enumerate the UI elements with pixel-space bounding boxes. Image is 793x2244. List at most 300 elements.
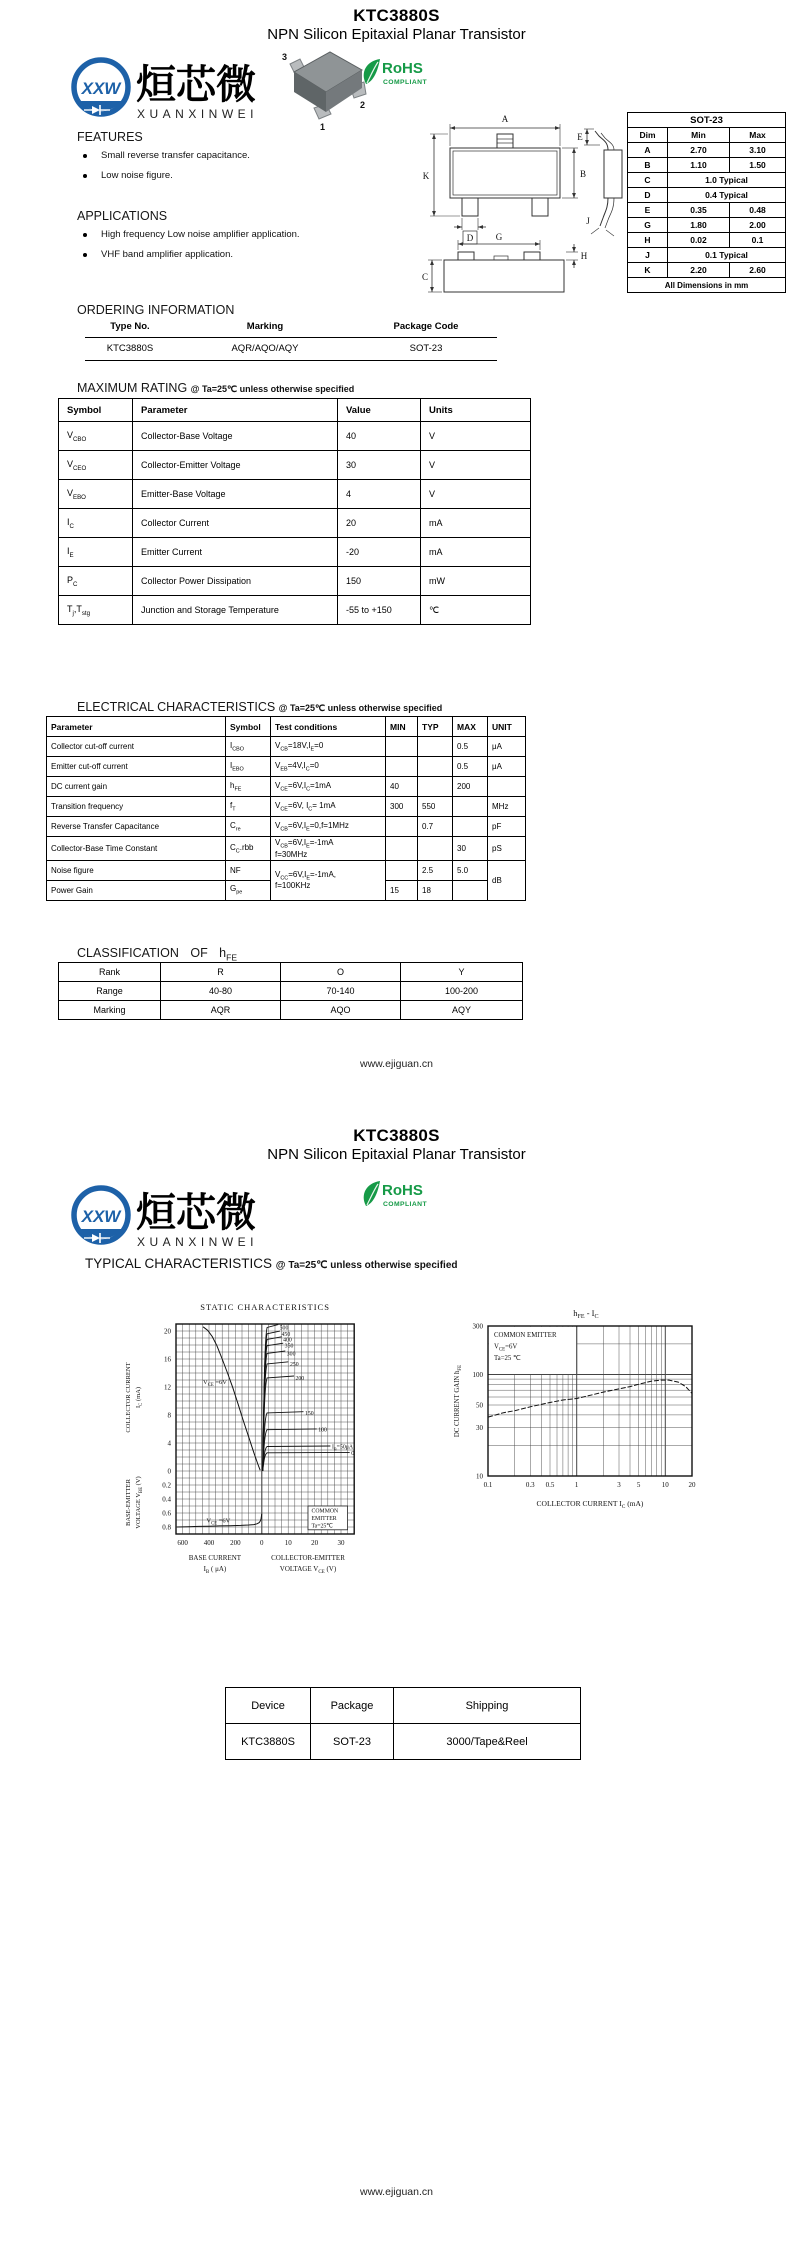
table-cell: D xyxy=(628,188,668,203)
table-cell: H xyxy=(628,233,668,248)
output-curve xyxy=(263,1376,294,1471)
table-cell: Collector Current xyxy=(133,509,338,538)
table-cell: Max xyxy=(730,128,786,143)
table-cell: SOT-23 xyxy=(628,113,786,128)
table-cell: G xyxy=(628,218,668,233)
electrical-table xyxy=(46,716,526,901)
brand-name-cn: 烜芯微 xyxy=(136,63,256,107)
sot23-dimension-table xyxy=(627,112,786,293)
dim-label-K: K xyxy=(422,171,430,181)
rohs-logo xyxy=(358,1178,430,1216)
table-cell: 0.1 Typical xyxy=(668,248,786,263)
curve-label: 100 xyxy=(318,1427,327,1434)
rohs-text: RoHS xyxy=(382,60,423,77)
table-cell: MIN xyxy=(386,717,418,737)
page-footer: www.ejiguan.cn xyxy=(360,1058,433,1070)
table-cell: MAX xyxy=(453,717,488,737)
curve-label: 350 xyxy=(284,1343,294,1350)
table-cell: Type No. xyxy=(85,316,175,337)
table-cell: All Dimensions in mm xyxy=(628,278,786,293)
application-text: High frequency Low noise amplifier application. xyxy=(101,229,300,240)
table-cell: 0.02 xyxy=(668,233,730,248)
curve-label: 500 xyxy=(279,1325,289,1332)
chart-title: $h_{FE} - I_C$ xyxy=(573,1308,599,1320)
dim-label-J: J xyxy=(586,216,590,226)
table-cell: $V_{CEO}$ xyxy=(59,451,133,480)
table-cell: KTC3880S xyxy=(226,1724,311,1760)
table-row xyxy=(47,860,526,880)
table-row xyxy=(628,248,786,263)
rohs-compliant-text: COMPLIANT xyxy=(383,79,427,86)
curve-label: 400 xyxy=(283,1337,292,1344)
table-cell xyxy=(418,757,453,777)
table-cell: 1.10 xyxy=(668,158,730,173)
table-cell: J xyxy=(628,248,668,263)
rohs-text: RoHS xyxy=(382,1182,423,1199)
table-cell: AQR/AQO/AQY xyxy=(175,337,355,360)
table-row xyxy=(47,737,526,757)
x-tick: 3 xyxy=(617,1481,621,1489)
pin-2-label: 2 xyxy=(360,100,366,110)
table-cell: Parameter xyxy=(133,399,338,422)
table-cell: 0.1 xyxy=(730,233,786,248)
electrical-heading: ELECTRICAL CHARACTERISTICS @ Ta=25℃ unless otherwise specified xyxy=(77,700,443,714)
curve-label: 200 xyxy=(295,1375,305,1382)
rohs-compliant-text: COMPLIANT xyxy=(383,1201,427,1208)
table-cell: 550 xyxy=(418,797,453,817)
y-axis-label: DC CURRENT GAIN $h_{FE}$ xyxy=(454,1364,463,1438)
table-cell: KTC3880S xyxy=(85,337,175,360)
table-cell: pF xyxy=(488,817,526,837)
x-tick: 5 xyxy=(636,1481,641,1489)
table-row xyxy=(628,113,786,128)
table-cell: dB xyxy=(488,860,526,900)
table-cell: $C_C.rbb$ xyxy=(226,837,271,861)
table-cell: 0.7 xyxy=(418,817,453,837)
dim-label-D: D xyxy=(466,233,474,243)
table-cell: 18 xyxy=(418,880,453,900)
table-cell: Rank xyxy=(59,963,161,982)
x-tick: 200 xyxy=(230,1539,241,1547)
table-row xyxy=(628,278,786,293)
body-side-view xyxy=(604,150,622,198)
sot23-package-photo xyxy=(276,34,368,132)
table-cell: Reverse Transfer Capacitance xyxy=(47,817,226,837)
table-cell: $I_{CBO}$ xyxy=(226,737,271,757)
body-front-view xyxy=(450,148,560,198)
table-cell: E xyxy=(628,203,668,218)
x-tick: 20 xyxy=(311,1539,319,1547)
table-cell: Transition frequency xyxy=(47,797,226,817)
y-tick: 12 xyxy=(164,1383,171,1392)
table-cell: $I_E$ xyxy=(59,538,133,567)
legend-text: EMITTER xyxy=(311,1516,337,1522)
table-cell: V xyxy=(421,480,531,509)
plot-area xyxy=(488,1326,692,1476)
table-cell: K xyxy=(628,263,668,278)
table-cell: Collector Power Dissipation xyxy=(133,567,338,596)
table-row xyxy=(628,218,786,233)
table-cell: 40-80 xyxy=(161,982,281,1001)
y-tick: 0.2 xyxy=(162,1481,171,1490)
brand-name-en: XUANXINWEI xyxy=(137,1235,259,1249)
table-cell: SOT-23 xyxy=(355,337,497,360)
page-subtitle: NPN Silicon Epitaxial Planar Transistor xyxy=(267,1146,526,1163)
y-axis-label: $I_C$ (mA) xyxy=(135,1386,144,1409)
table-cell: NF xyxy=(226,860,271,880)
y-axis-label: VOLTAGE $V_{BE}$ (V) xyxy=(135,1476,144,1529)
shipping-table-grid xyxy=(225,1687,581,1760)
table-row xyxy=(628,203,786,218)
body-bottom-view xyxy=(444,260,564,292)
feature-item xyxy=(80,170,410,181)
table-cell xyxy=(488,777,526,797)
x-axis-label: $I_B$ ( μA) xyxy=(203,1565,227,1575)
table-cell: ℃ xyxy=(421,596,531,625)
table-cell xyxy=(386,817,418,837)
x-tick: 10 xyxy=(284,1539,292,1547)
table-cell: Emitter Current xyxy=(133,538,338,567)
annotation: $V_{CE} =6V$ xyxy=(203,1379,228,1388)
table-cell: $V_{CE}=6V$, $I_C= 1mA$ xyxy=(271,797,386,817)
output-curve xyxy=(263,1412,304,1471)
top-lead xyxy=(497,134,513,148)
table-cell xyxy=(453,817,488,837)
table-cell: 30 xyxy=(338,451,421,480)
table-cell: 2.60 xyxy=(730,263,786,278)
y-tick: 0 xyxy=(167,1467,171,1476)
table-cell: Package xyxy=(311,1688,394,1724)
bottom-lead-left xyxy=(462,198,478,216)
table-cell: 4 xyxy=(338,480,421,509)
typical-characteristics-heading: TYPICAL CHARACTERISTICS @ Ta=25℃ unless otherwise specified xyxy=(85,1256,458,1271)
table-cell: 1.80 xyxy=(668,218,730,233)
table-cell: 20 xyxy=(338,509,421,538)
y-tick: 100 xyxy=(472,1370,483,1379)
application-text: VHF band amplifier application. xyxy=(101,249,234,260)
table-cell: 150 xyxy=(338,567,421,596)
classification-table-grid xyxy=(58,962,523,1020)
output-curve xyxy=(263,1446,331,1471)
table-cell xyxy=(386,837,418,861)
table-cell: 2.20 xyxy=(668,263,730,278)
x-tick: 400 xyxy=(203,1539,215,1547)
curve-label: $I_B=50\mu A$ xyxy=(331,1444,354,1452)
table-cell: A xyxy=(628,143,668,158)
table-row xyxy=(59,1001,523,1020)
table-cell: 15 xyxy=(386,880,418,900)
classification-table xyxy=(58,962,523,1020)
table-cell: $V_{CBO}$ xyxy=(59,422,133,451)
table-row xyxy=(85,337,497,360)
table-cell: $G_{pe}$ xyxy=(226,880,271,900)
y-axis-label: BASE-EMITTER xyxy=(125,1479,132,1526)
dim-label-H: H xyxy=(580,251,588,261)
table-cell: -55 to +150 xyxy=(338,596,421,625)
table-cell: $V_{CC}=6V,I_E=-1mA$, f=100KHz xyxy=(271,860,386,900)
table-cell: SOT-23 xyxy=(311,1724,394,1760)
table-cell: 2.00 xyxy=(730,218,786,233)
max-rating-table xyxy=(58,398,531,625)
page-title: KTC3880S xyxy=(353,6,440,25)
table-cell: 3000/Tape&Reel xyxy=(394,1724,581,1760)
table-cell: $I_C$ xyxy=(59,509,133,538)
output-curve xyxy=(263,1452,350,1471)
table-cell: R xyxy=(161,963,281,982)
table-row xyxy=(59,596,531,625)
table-row xyxy=(628,263,786,278)
table-cell xyxy=(418,837,453,861)
table-cell xyxy=(453,880,488,900)
plot-area xyxy=(176,1324,354,1534)
y-tick: 0.4 xyxy=(162,1495,171,1504)
x-tick: 20 xyxy=(688,1481,696,1489)
dim-label-C: C xyxy=(421,272,429,282)
electrical-table-grid xyxy=(46,716,526,901)
table-cell: 0.48 xyxy=(730,203,786,218)
curve-label: 300 xyxy=(286,1351,296,1358)
ordering-table xyxy=(85,316,497,361)
transfer-curve xyxy=(203,1327,260,1471)
y-tick: 8 xyxy=(167,1411,171,1420)
application-item xyxy=(80,229,420,240)
table-cell: AQR xyxy=(161,1001,281,1020)
page-title: KTC3880S xyxy=(353,1126,440,1145)
brand-name-en: XUANXINWEI xyxy=(137,107,259,121)
bullet-icon xyxy=(83,174,87,178)
legend-text: COMMON xyxy=(311,1508,339,1515)
max-rating-table-grid xyxy=(58,398,531,625)
y-axis-label: COLLECTOR CURRENT xyxy=(125,1362,132,1433)
table-row xyxy=(47,817,526,837)
electrical-condition: @ Ta=25℃ unless otherwise specified xyxy=(278,703,443,713)
table-cell: 70-140 xyxy=(281,982,401,1001)
table-cell: $I_{EBO}$ xyxy=(226,757,271,777)
table-cell: Range xyxy=(59,982,161,1001)
table-cell: Collector-Emitter Voltage xyxy=(133,451,338,480)
table-row xyxy=(59,567,531,596)
table-cell: $V_{CE}=6V,I_C=1mA$ xyxy=(271,777,386,797)
table-cell: 40 xyxy=(338,422,421,451)
table-cell xyxy=(453,797,488,817)
typical-condition: @ Ta=25℃ unless otherwise specified xyxy=(275,1260,458,1271)
table-cell: 40 xyxy=(386,777,418,797)
logo-monogram: XXW xyxy=(81,1207,121,1226)
table-cell: Parameter xyxy=(47,717,226,737)
table-cell: μA xyxy=(488,737,526,757)
table-row xyxy=(628,143,786,158)
y-tick: 0.6 xyxy=(162,1509,171,1518)
table-cell: MHz xyxy=(488,797,526,817)
x-axis-label: COLLECTOR CURRENT $I_C$ (mA) xyxy=(536,1499,644,1510)
table-row xyxy=(85,316,497,337)
table-row xyxy=(226,1688,581,1724)
table-cell: Collector cut-off current xyxy=(47,737,226,757)
x-tick: 30 xyxy=(337,1539,345,1547)
curve-label: 150 xyxy=(305,1410,314,1417)
table-cell: 1.0 Typical xyxy=(668,173,786,188)
bullet-icon xyxy=(83,253,87,257)
x-axis-label: BASE CURRENT xyxy=(188,1554,242,1562)
table-cell: Package Code xyxy=(355,316,497,337)
curve-label: 0 xyxy=(351,1450,355,1457)
table-cell xyxy=(386,737,418,757)
table-cell xyxy=(418,737,453,757)
y-tick: 4 xyxy=(167,1439,171,1448)
x-tick: 0.3 xyxy=(525,1481,535,1489)
feature-text: Small reverse transfer capacitance. xyxy=(101,150,250,161)
table-cell: C xyxy=(628,173,668,188)
table-cell: AQO xyxy=(281,1001,401,1020)
table-cell: 2.5 xyxy=(418,860,453,880)
legend-text: Ta=25 ℃ xyxy=(494,1355,521,1362)
bottom-lead-right xyxy=(532,198,548,216)
table-row xyxy=(47,837,526,861)
bullet-icon xyxy=(83,154,87,158)
x-tick: 10 xyxy=(661,1481,669,1489)
page-subtitle: NPN Silicon Epitaxial Planar Transistor xyxy=(267,26,526,43)
table-cell xyxy=(386,860,418,880)
legend-text: Ta=25℃ xyxy=(311,1523,333,1530)
table-row xyxy=(47,717,526,737)
table-cell: 0.35 xyxy=(668,203,730,218)
table-cell: Symbol xyxy=(226,717,271,737)
table-row xyxy=(628,158,786,173)
max-rating-heading: MAXIMUM RATING @ Ta=25℃ unless otherwise specified xyxy=(77,381,355,395)
y-tick: 30 xyxy=(476,1424,483,1433)
table-cell: Junction and Storage Temperature xyxy=(133,596,338,625)
table-cell: Noise figure xyxy=(47,860,226,880)
table-cell: V xyxy=(421,451,531,480)
x-tick: 600 xyxy=(177,1539,188,1547)
table-cell: V xyxy=(421,422,531,451)
y-tick: 50 xyxy=(476,1401,483,1410)
table-cell xyxy=(386,757,418,777)
bullet-icon xyxy=(83,233,87,237)
x-tick: 0.5 xyxy=(545,1481,555,1489)
table-row xyxy=(628,128,786,143)
pin-1-label: 1 xyxy=(320,122,326,132)
table-row xyxy=(628,188,786,203)
curve-label: 250 xyxy=(289,1361,299,1368)
table-cell: 100-200 xyxy=(401,982,523,1001)
feature-text: Low noise figure. xyxy=(101,170,173,181)
pin-3-label: 3 xyxy=(282,52,288,62)
legend-text: $V_{CE}=6V$ xyxy=(494,1343,518,1353)
y-tick: 20 xyxy=(164,1327,171,1336)
table-cell: Value xyxy=(338,399,421,422)
table-cell: Collector-Base Voltage xyxy=(133,422,338,451)
table-cell: O xyxy=(281,963,401,982)
table-cell: $h_{FE}$ xyxy=(226,777,271,797)
table-cell: AQY xyxy=(401,1001,523,1020)
table-cell: Test conditions xyxy=(271,717,386,737)
table-cell: μA xyxy=(488,757,526,777)
table-row xyxy=(59,982,523,1001)
table-cell: $V_{CB}=6V,I_E=0,f=1MHz$ xyxy=(271,817,386,837)
table-cell: mA xyxy=(421,538,531,567)
table-cell: Min xyxy=(668,128,730,143)
table-row xyxy=(47,777,526,797)
table-row xyxy=(59,538,531,567)
x-axis-label: VOLTAGE $V_{CE}$ (V) xyxy=(279,1565,337,1575)
table-cell: 0.5 xyxy=(453,737,488,757)
table-cell: Device xyxy=(226,1688,311,1724)
table-cell: Marking xyxy=(59,1001,161,1020)
table-cell: Collector-Base Time Constant xyxy=(47,837,226,861)
table-cell: $V_{EB}=4V,I_C=0$ xyxy=(271,757,386,777)
table-cell: 0.4 Typical xyxy=(668,188,786,203)
table-cell: $C_{re}$ xyxy=(226,817,271,837)
table-row xyxy=(59,963,523,982)
table-cell: $T_j,T_{stg}$ xyxy=(59,596,133,625)
table-cell: mA xyxy=(421,509,531,538)
table-cell: Y xyxy=(401,963,523,982)
table-cell: $P_C$ xyxy=(59,567,133,596)
max-rating-condition: @ Ta=25℃ unless otherwise specified xyxy=(190,384,355,394)
x-axis-label: COLLECTOR-EMITTER xyxy=(271,1554,345,1562)
table-cell: $f_T$ xyxy=(226,797,271,817)
table-cell: $V_{EBO}$ xyxy=(59,480,133,509)
table-row xyxy=(47,757,526,777)
ordering-heading: ORDERING INFORMATION xyxy=(77,303,235,317)
table-cell: Emitter-Base Voltage xyxy=(133,480,338,509)
table-row xyxy=(59,451,531,480)
table-row xyxy=(59,480,531,509)
legend-text: COMMON EMITTER xyxy=(494,1332,557,1339)
shipping-table xyxy=(225,1687,581,1760)
annotation: $V_{CE} =6V$ xyxy=(206,1517,231,1527)
applications-heading: APPLICATIONS xyxy=(77,209,168,223)
logo-monogram: XXW xyxy=(81,79,121,98)
brand-name-cn: 烜芯微 xyxy=(136,1191,256,1235)
table-cell: UNIT xyxy=(488,717,526,737)
ordering-table-grid xyxy=(85,316,497,361)
table-row xyxy=(47,797,526,817)
dim-label-B: B xyxy=(579,169,587,179)
y-tick: 300 xyxy=(472,1322,483,1331)
table-cell: mW xyxy=(421,567,531,596)
table-cell: pS xyxy=(488,837,526,861)
brand-logo xyxy=(70,50,270,128)
table-cell: Shipping xyxy=(394,1688,581,1724)
classification-heading: CLASSIFICATION OF $h_{FE}$ xyxy=(77,946,237,963)
chart-title: STATIC CHARACTERISTICS xyxy=(200,1302,330,1312)
brand-logo xyxy=(70,1178,270,1256)
y-tick: 16 xyxy=(164,1355,171,1364)
table-row xyxy=(226,1724,581,1760)
table-cell: 2.70 xyxy=(668,143,730,158)
table-cell: TYP xyxy=(418,717,453,737)
curve-label: 450 xyxy=(281,1331,291,1338)
table-row xyxy=(628,233,786,248)
table-cell: 200 xyxy=(453,777,488,797)
table-cell: 3.10 xyxy=(730,143,786,158)
table-cell: Power Gain xyxy=(47,880,226,900)
table-cell: $V_{CB}=18V,I_E=0$ xyxy=(271,737,386,757)
table-row xyxy=(59,399,531,422)
application-item xyxy=(80,249,420,260)
page-footer: www.ejiguan.cn xyxy=(360,2186,433,2198)
package-outline-drawing xyxy=(418,100,633,302)
rohs-logo xyxy=(358,56,430,94)
table-row xyxy=(628,173,786,188)
table-cell: Dim xyxy=(628,128,668,143)
dim-label-E: E xyxy=(577,132,583,142)
table-cell: 1.50 xyxy=(730,158,786,173)
sot23-dimension-table-grid xyxy=(627,112,786,293)
x-tick: 1 xyxy=(574,1481,579,1489)
